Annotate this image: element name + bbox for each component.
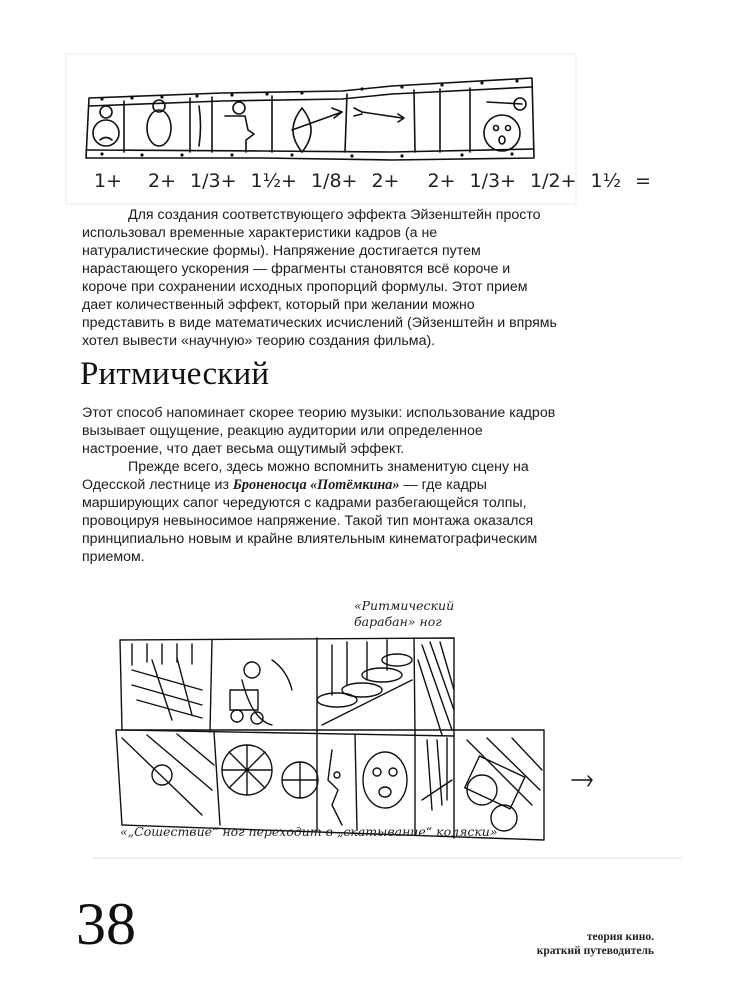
paragraph-eisenstein-metric — [82, 206, 558, 350]
formula-term: 2+ — [371, 170, 400, 192]
formula-row — [94, 170, 651, 192]
storyboard-drawing — [92, 590, 682, 860]
caption-line: «Ритмический — [354, 598, 455, 613]
running-title — [537, 930, 654, 958]
paragraph-text: — где кадры марширующих сапог чередуются с кадрами разбегающейся толпы, провоцируя невыносимое напряжение. Такой тип монтажа оказался принципиально новым и крайне влиятельным кинематографическим приемом. — [82, 477, 538, 565]
paragraph-text: Для создания соответствующего эффекта Эйзенштейн просто использовал временные характеристики кадров (а не натуралистические формы). Напряжение достигается путем нарастающего ускорения — фрагменты становятся всё короче и короче при сохранении исходных пропорций формулы. Этот прием дает количественный эффект, который при желании можно представить в виде математических исчислений (Эйзенштейн и впрямь хотел вывести «научную» теорию создания фильма). — [82, 207, 557, 349]
formula-term: 1½+ — [250, 170, 297, 192]
film-title: Броненосца «Потёмкина» — [232, 477, 400, 493]
paragraph-rhythmic — [82, 404, 558, 566]
section-heading: Ритмический — [80, 356, 270, 392]
storyboard-sketch — [92, 590, 682, 860]
formula-term: 2+ — [427, 170, 456, 192]
paragraph-text: Прежде всего, здесь можно вспомнить знаменитую сцену на Одесской лестнице из — [82, 459, 529, 493]
running-title-line: теория кино. — [586, 931, 654, 943]
paragraph-text: Этот способ напоминает скорее теорию музыки: использование кадров вызывает ощущение, реакцию аудитории или определенное настроение, что дает весьма ощутимый эффект. — [82, 405, 556, 457]
formula-term: 1/3+ — [190, 170, 237, 192]
formula-term: 2+ — [148, 170, 177, 192]
paragraph-potemkin — [82, 458, 558, 566]
formula-term: 1+ — [94, 170, 123, 192]
caption-rhythmic-drum — [354, 598, 454, 630]
formula-term: 1/8+ — [310, 170, 358, 192]
caption-line: барабан» ног — [354, 614, 442, 629]
film-strip-sketch — [62, 48, 651, 208]
formula-term: 1/2+ — [530, 170, 577, 192]
formula-term: = — [635, 170, 651, 192]
formula-term: 1½ — [590, 170, 622, 192]
formula-term: 1/3+ — [469, 170, 516, 192]
caption-descent: «„Сошествие“ ног переходит в „скатывание“ коляски» — [120, 824, 498, 839]
page-number: 38 — [76, 891, 136, 957]
running-title-line: краткий путеводитель — [536, 945, 654, 957]
